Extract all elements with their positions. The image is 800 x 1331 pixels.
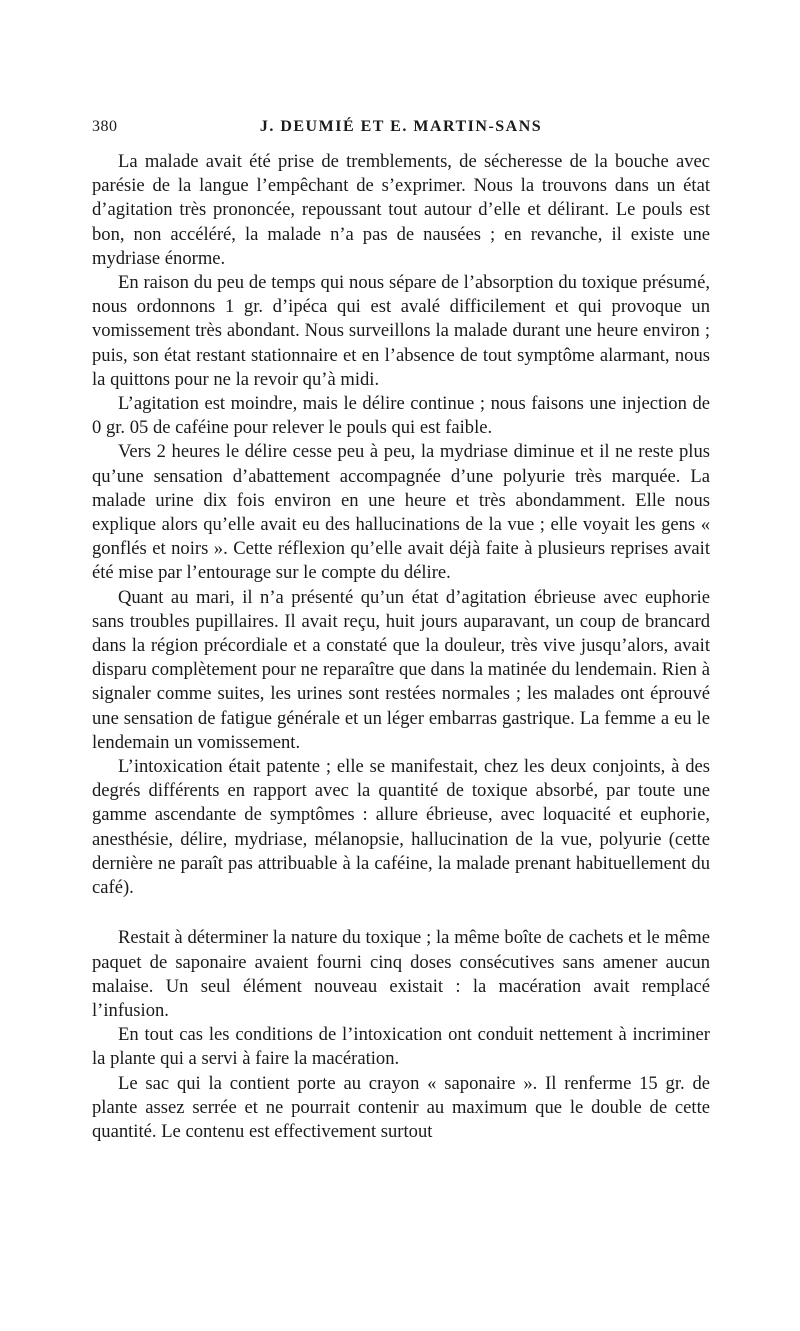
paragraph-recovery-hallucinations: Vers 2 heures le délire cesse peu à peu, la mydriase diminue et il ne reste plus qu’une sensation d’abattement accompagnée d’une polyurie très marquée. La malade urine dix fois environ en une heure et très abondamment. Elle nous explique alors qu’elle avait eu des hallucinations de la vue ; elle voyait les gens « gonflés et noirs ». Cette réflexion qu’elle avait déjà faite à plusieurs reprises avait été mise par l’entourage sur le compte du délire. <box>92 441 710 584</box>
page-number: 380 <box>92 118 118 135</box>
paragraph-intoxication-summary: L’intoxication était patente ; elle se manifestait, chez les deux conjoints, à des degrés différents en rapport avec la quantité de toxique absorbé, par toute une gamme ascendante de symptômes : allure ébrieuse, avec loquacité et euphorie, anesthésie, délire, mydriase, mélanopsie, hallucination de la vue, polyurie (cette dernière ne paraît pas attribuable à la caféine, la malade prenant habituellement du café). <box>92 756 710 899</box>
paragraph-sack-contents: Le sac qui la contient porte au crayon « saponaire ». Il renferme 15 gr. de plante assez serrée et ne pourrait contenir au maximum que le double de cette quantité. Le contenu est effectivement surtout <box>92 1072 710 1142</box>
paragraph-husband: Quant au mari, il n’a présenté qu’un état d’agitation ébrieuse avec euphorie sans troubles pupillaires. Il avait reçu, huit jours auparavant, un coup de brancard dans la région précordiale et a constaté que la douleur, très vive jusqu’alors, avait disparu complètement pour ne reparaître que dans la matinée du lendemain. Rien à signaler comme suites, les urines sont restées normales ; les malades ont éprouvé une sensation de fatigue générale et un léger embarras gastrique. La femme a eu le lendemain un vomissement. <box>92 586 710 753</box>
paragraph-plant-incriminated: En tout cas les conditions de l’intoxication ont conduit nettement à incriminer la plante qui a servi à faire la macération. <box>92 1024 710 1070</box>
paragraph-toxic-nature: Restait à déterminer la nature du toxique ; la même boîte de cachets et le même paquet de saponaire avaient fourni cinq doses consécutives sans amener aucun malaise. Un seul élément nouveau existait : la macération avait remplacé l’infusion. <box>92 927 710 1021</box>
body-text <box>92 150 710 1144</box>
paragraph-caffeine-injection: L’agitation est moindre, mais le délire continue ; nous faisons une injection de 0 gr. 05 de caféine pour relever le pouls qui est faible. <box>92 393 710 439</box>
running-title: J. DEUMIÉ ET E. MARTIN-SANS <box>259 118 543 135</box>
paragraph-symptoms: La malade avait été prise de tremblements, de sécheresse de la bouche avec parésie de la langue l’empêchant de s’exprimer. Nous la trouvons dans un état d’agitation très prononcée, repoussant tout autour d’elle et délirant. Le pouls est bon, non accéléré, la malade n’a pas de nausées ; en revanche, il existe une mydriase énorme. <box>92 151 710 269</box>
paragraph-ipeca-treatment: En raison du peu de temps qui nous sépare de l’absorption du toxique présumé, nous ordonnons 1 gr. d’ipéca qui est avalé difficilement et qui provoque un vomissement très abondant. Nous surveillons la malade durant une heure environ ; puis, son état restant stationnaire et en l’absence de tout symptôme alarmant, nous la quittons pour ne la revoir qu’à midi. <box>92 272 710 390</box>
page-header <box>92 118 710 140</box>
